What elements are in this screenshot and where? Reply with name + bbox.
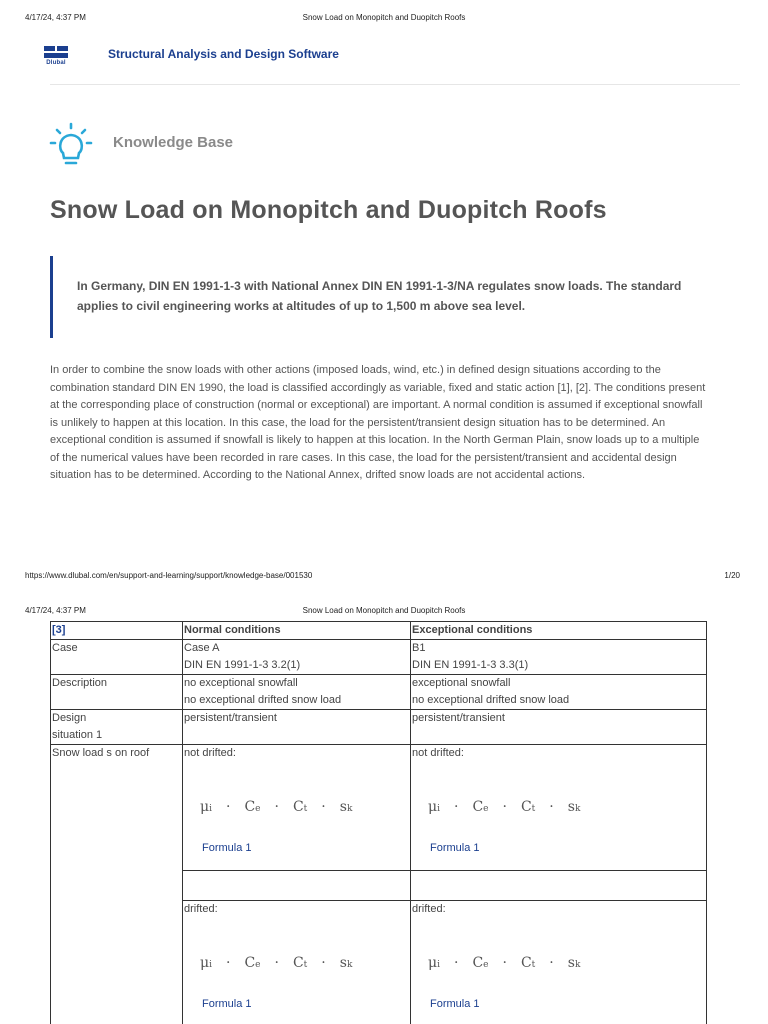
print-datetime: 4/17/24, 4:37 PM (25, 606, 86, 615)
table-row-description (51, 675, 707, 710)
snow-load-formula: μ i · C e · C t · s k (428, 955, 581, 971)
table-cell: not drifted: μ i · C e · C t · s k Formula 1 (411, 745, 707, 871)
print-doc-title: Snow Load on Monopitch and Duopitch Roofs (302, 13, 466, 22)
formula-link[interactable]: Formula 1 (430, 998, 480, 1010)
formula-link[interactable]: Formula 1 (202, 842, 252, 854)
print-datetime: 4/17/24, 4:37 PM (25, 13, 86, 22)
table-cell: Case A DIN EN 1991-1-3 3.2(1) (183, 640, 411, 675)
table-cell: drifted: μ i · C e · C t · s k Formula 1 (411, 901, 707, 1024)
row-label: Case (51, 640, 183, 675)
table-cell (183, 871, 411, 901)
lead-text: In Germany, DIN EN 1991-1-3 with National Annex DIN EN 1991-1-3/NA regulates snow loads. The standard applies to civil engineering works at altitudes of up to 1,500 m above sea level. (77, 279, 682, 313)
table-cell: no exceptional snowfall no exceptional drifted snow load (183, 675, 411, 710)
table-row-design-situation (51, 710, 707, 745)
table-cell: not drifted: μ i · C e · C t · s k Formula 1 (183, 745, 411, 871)
page-title: Snow Load on Monopitch and Duopitch Roofs (50, 196, 607, 224)
site-title[interactable]: Structural Analysis and Design Software (108, 47, 339, 61)
reference-link[interactable]: [3] (51, 622, 183, 640)
table-header-row (51, 622, 707, 640)
table-cell (411, 871, 707, 901)
lightbulb-icon (48, 122, 94, 168)
formula-link[interactable]: Formula 1 (202, 998, 252, 1010)
snow-load-formula: μ i · C e · C t · s k (200, 799, 353, 815)
formula-link[interactable]: Formula 1 (430, 842, 480, 854)
header-normal-conditions: Normal conditions (183, 622, 411, 640)
table-cell: exceptional snowfall no exceptional drifted snow load (411, 675, 707, 710)
table-cell: persistent/transient (411, 710, 707, 745)
table-cell: B1 DIN EN 1991-1-3 3.3(1) (411, 640, 707, 675)
row-label: Description (51, 675, 183, 710)
dlubal-logo[interactable] (44, 46, 68, 66)
table-row-case (51, 640, 707, 675)
lead-blockquote (50, 256, 690, 338)
table-row-snow-load (51, 745, 707, 871)
logo-text: Dlubal (46, 60, 66, 66)
table-cell: persistent/transient (183, 710, 411, 745)
print-page-number: 1/20 (724, 571, 740, 580)
print-doc-title: Snow Load on Monopitch and Duopitch Roofs (302, 606, 466, 615)
knowledge-base-label[interactable]: Knowledge Base (113, 134, 234, 151)
row-label: Design situation 1 (51, 710, 183, 745)
table-cell: drifted: μ i · C e · C t · s k Formula 1 (183, 901, 411, 1024)
snow-load-formula: μ i · C e · C t · s k (200, 955, 353, 971)
snow-load-table (50, 621, 707, 1024)
header-divider (50, 84, 740, 85)
print-url: https://www.dlubal.com/en/support-and-learning/support/knowledge-base/001530 (25, 571, 313, 580)
header-exceptional-conditions: Exceptional conditions (411, 622, 707, 640)
snow-load-formula: μ i · C e · C t · s k (428, 799, 581, 815)
body-paragraph: In order to combine the snow loads with other actions (imposed loads, wind, etc.) in defined design situations according to the combination standard DIN EN 1990, the load is classified accordingly as variable, fixed and static action [1], [2]. The conditions present at the corresponding place of construction (normal or exceptional) are important. A normal condition is assumed if exceptional snowfall is unlikely to happen at this location. In this case, the load for the persistent/transient design situation has to be determined. An exceptional condition is assumed if snowfall is likely to happen at this location. In the North German Plain, snow loads up to a multiple of the numerical values have been recorded in rare cases. In this case, the load for the persistent/transient and accidental design situation has to be determined. According to the National Annex, drifted snow loads are not accidental actions. (50, 364, 706, 481)
row-label: Snow load s on roof (51, 745, 183, 1024)
